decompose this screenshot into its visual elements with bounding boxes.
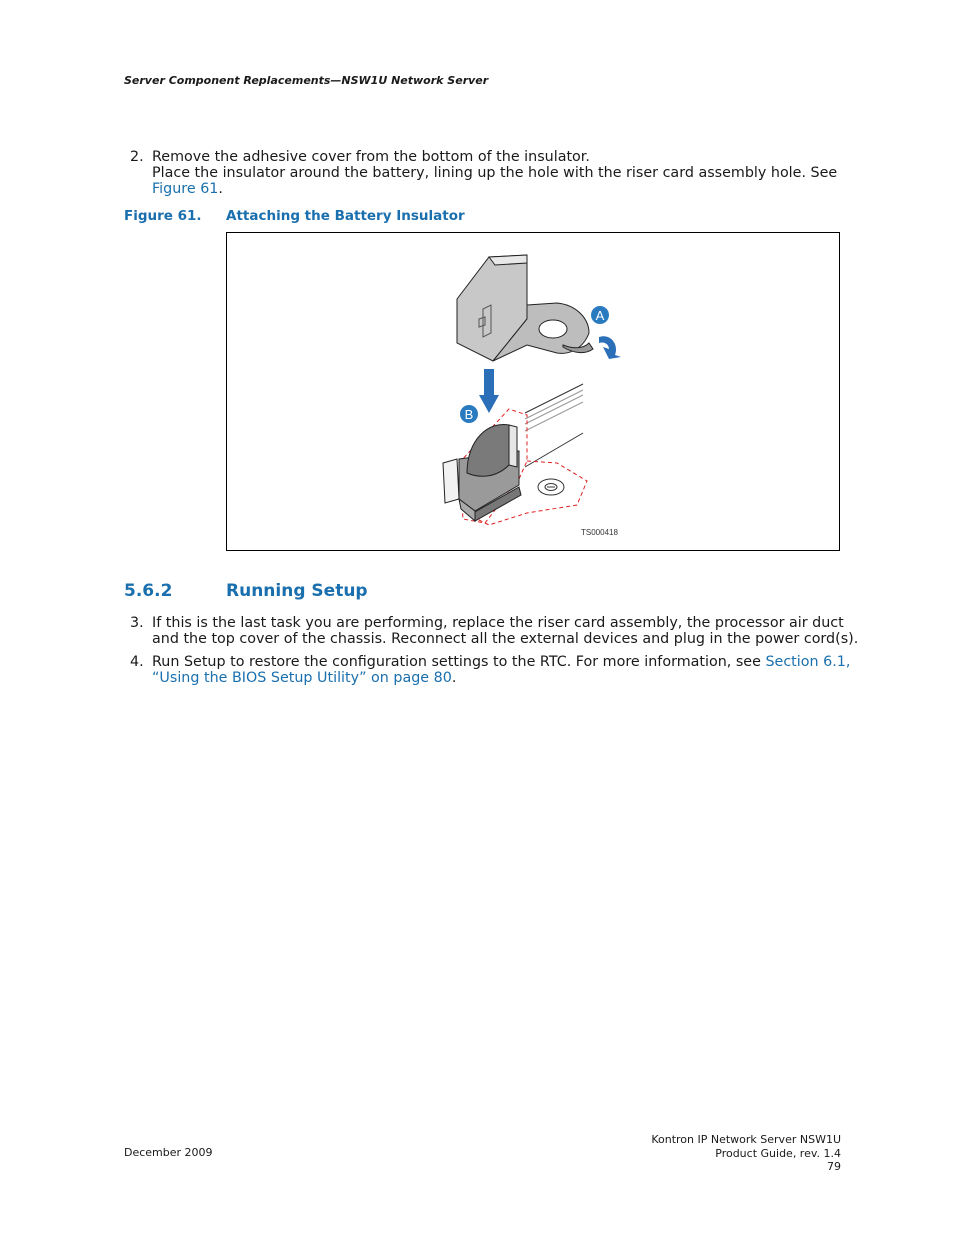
step-number: 4. [130, 654, 144, 670]
section-6-1-link[interactable]: Section 6.1, [765, 654, 851, 670]
footer-product: Kontron IP Network Server NSW1U [651, 1133, 841, 1146]
figure-61-link[interactable]: Figure 61 [152, 181, 219, 197]
step-3-line2: and the top cover of the chassis. Reconnect all the external devices and plug in the power cord(s). [152, 631, 859, 647]
callout-a-label: A [595, 308, 605, 323]
step-2-tail: . [218, 181, 223, 197]
riser-rails [525, 384, 583, 467]
down-arrow [479, 369, 499, 413]
footer-info [651, 1133, 841, 1174]
rotate-arrow [599, 336, 621, 359]
step-text [152, 654, 850, 686]
figure-image-id: TS000418 [581, 528, 618, 537]
step-number: 3. [130, 615, 144, 631]
screw-hole [538, 479, 564, 495]
step-2-line1: Remove the adhesive cover from the bottom of the insulator. [152, 149, 590, 165]
section-number: 5.6.2 [124, 581, 173, 601]
callout-b [460, 405, 478, 423]
footer-guide: Product Guide, rev. 1.4 [715, 1146, 841, 1160]
step-number: 2. [130, 149, 144, 165]
callout-b-label: B [464, 407, 474, 422]
callout-a [591, 306, 609, 324]
step-text [152, 615, 858, 647]
footer-date: December 2009 [124, 1146, 213, 1159]
step-4-text: Run Setup to restore the configuration settings to the RTC. For more information, see [152, 654, 766, 670]
step-4-tail: . [451, 670, 457, 686]
page-number: 79 [827, 1160, 841, 1173]
battery-insulator-illustration [227, 233, 841, 552]
figure-number: Figure 61. [124, 208, 202, 224]
running-header: Server Component Replacements—NSW1U Network Server [124, 74, 489, 87]
section-title: Running Setup [226, 581, 368, 601]
figure-frame [226, 232, 840, 551]
bios-setup-link[interactable]: “Using the BIOS Setup Utility” on page 80 [152, 670, 452, 686]
insulator [457, 255, 593, 361]
figure-title: Attaching the Battery Insulator [226, 208, 465, 224]
step-2-line2: Place the insulator around the battery, lining up the hole with the riser card assembly hole. See [152, 165, 838, 181]
step-text [152, 149, 837, 197]
step-3-line1: If this is the last task you are performing, replace the riser card assembly, the processor air duct [152, 615, 844, 631]
